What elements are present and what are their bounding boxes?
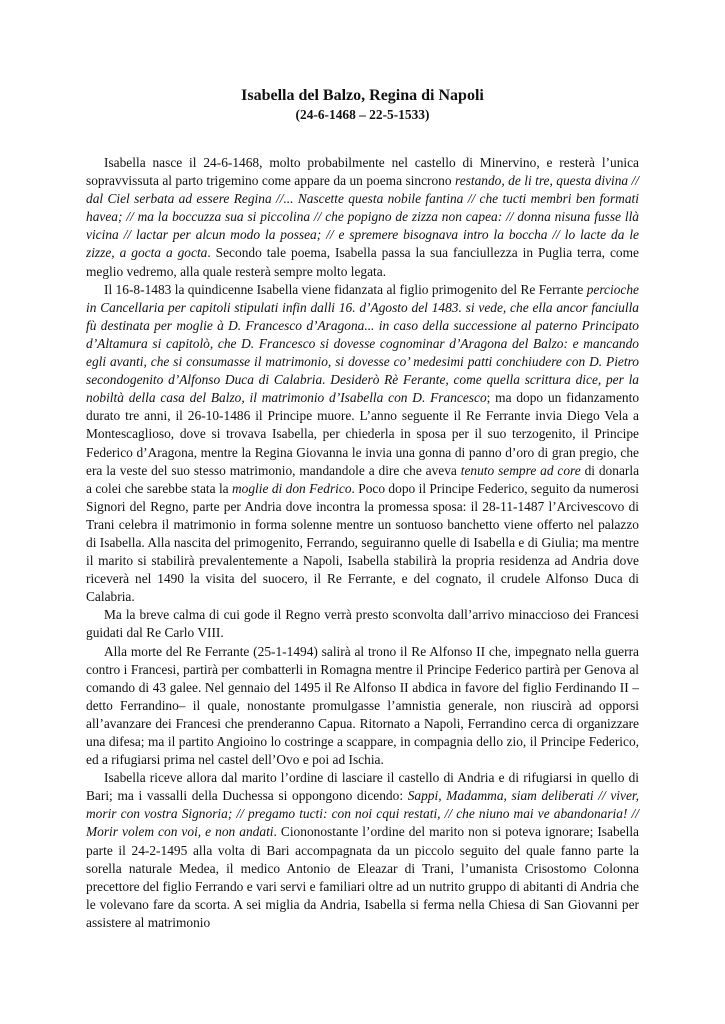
document-page [86, 86, 639, 932]
quoted-text: restando, de li tre, questa divina // dal Ciel serbata ad essere Regina //... Nascette questa nobile fantina // che tucti membri ben formati havea; // ma la boccuzza sua si piccolina // che popigno de zizza non capea: // donna nisuna fusse llà vicina // lactar per alcun modo la possea; // e spremere bisognava intro la boccha // lo lacte da le zizze, a gocta a gocta [86, 173, 639, 261]
quoted-text: moglie di don Fedrico [232, 480, 352, 496]
document-dates: (24-6-1468 – 22-5-1533) [295, 107, 430, 122]
paragraph-text: Isabella nasce il 24-6-1468, molto probabilmente nel castello di Minervino, e resterà l’unica sopravvissuta al parto trigemino come appare da un poema sincrono [86, 155, 639, 189]
body-paragraph [86, 769, 639, 932]
paragraph-text: di donarla a colei che sarebbe stata la [86, 462, 640, 496]
paragraph-text: . Ciononostante l’ordine del marito non si poteva ignorare; Isabella parte il 24-2-1495 alla volta di Bari accompagnata da un piccolo seguito del quale fanno parte la sorella naturale Medea, il medico Antonio de Eleazar di Trani, l’umanista Crisostomo Colonna precettore del figlio Ferrando e vari servi e familiari oltre ad un nutrito gruppo di abitanti di Andria che le volevano fare da scorta. A sei miglia da Andria, Isabella si ferma nella Chiesa di San Giovanni per assistere al matrimonio [86, 824, 639, 930]
paragraph-text: Isabella riceve allora dal marito l’ordine di lasciare il castello di Andria e di rifugiarsi in quello di Bari; ma i vassalli della Duchessa si oppongono dicendo: [86, 770, 639, 804]
body-paragraph [86, 281, 639, 607]
body-paragraph [86, 606, 639, 642]
paragraph-text: . Poco dopo il Principe Federico, seguito da numerosi Signori del Regno, parte per Andria dove incontra la promessa sposa: il 28-11-1487 l’Arcivescovo di Trani celebra il matrimonio in forma solenne mentre un sontuoso banchetto viene offerto nel palazzo di Isabella. Alla nascita del primogenito, Ferrando, seguiranno quelle di Isabella e di Giulia; ma mentre il marito si stabilirà prevalentemente a Napoli, Isabella stabilirà la propria residenza ad Andria dove riceverà nel 1490 la visita del suocero, il Re Ferrante, e del cognato, il crudele Alfonso Duca di Calabria. [86, 480, 639, 605]
paragraph-text: ; ma dopo un fidanzamento durato tre anni, il 26-10-1486 il Principe muore. L’anno seguente il Re Ferrante invia Diego Vela a Montescaglioso, dove si trovava Isabella, per chiederla in sposa per il suo terzogenito, il Principe Federico d’Aragona, mentre la Regina Giovanna le invia una gonna di panno d’oro di gran pregio, che era la veste del suo stesso matrimonio, mandandole a dire che aveva [86, 390, 640, 478]
body-paragraph [86, 154, 639, 281]
paragraph-text: Alla morte del Re Ferrante (25-1-1494) salirà al trono il Re Alfonso II che, impegnato nella guerra contro i Francesi, partirà per combatterli in Romagna mentre il Principe Federico partirà per Genova al comando di 43 galee. Nel gennaio del 1495 il Re Alfonso II abdica in favore del figlio Ferdinando II –detto Ferrandino– il quale, nonostante promulgasse l’amnistia generale, non riuscirà ad opporsi all’avanzare dei Francesi che prenderanno Capua. Ritornato a Napoli, Ferrandino cerca di organizzare una difesa; ma il partito Angioino lo costringe a scappare, in compagnia dello zio, il Principe Federico, ed a rifugiarsi prima nel castel dell’Ovo e poi ad Ischia. [86, 643, 639, 768]
quoted-text: Sappi, Madamma, siam deliberati // viver, morir con vostra Signoria; // pregamo tucti: con noi cqui restati, // che niuno mai ve abandonaria! // Morir volem con voi, e non andati [86, 788, 639, 840]
document-body [86, 154, 639, 932]
paragraph-text: Ma la breve calma di cui gode il Regno verrà presto sconvolta dall’arrivo minaccioso dei Francesi guidati dal Re Carlo VIII. [86, 607, 639, 641]
paragraph-text: Il 16-8-1483 la quindicenne Isabella viene fidanzata al figlio primogenito del Re Ferrante [104, 281, 587, 297]
body-paragraph [86, 643, 639, 770]
quoted-text: tenuto sempre ad core [460, 462, 581, 478]
document-title: Isabella del Balzo, Regina di Napoli [241, 87, 484, 104]
quoted-text: percioche in Cancellaria per capitoli stipulati infin dalli 16. d’Agosto del 1483. si vede, che ella ancor fanciulla fù destinata per moglie à D. Francesco d’Aragona... in caso della successione al paterno Principato d’Altamura si capitolò, che D. Francesco si dovesse cognominar d’Aragona del Balzo: e mancando egli avanti, che si consumasse il matrimonio, si dovesse co’ medesimi patti conchiudere con D. Pietro secondogenito d’Alfonso Duca di Calabria. Desiderò Rè Ferante, come quella scrittura dice, per la nobiltà della casa del Balzo, il matrimonio d’Isabella con D. Francesco [86, 281, 639, 406]
paragraph-text: . Secondo tale poema, Isabella passa la sua fanciullezza in Puglia terra, come meglio vedremo, alla quale resterà sempre molto legata. [86, 245, 639, 279]
